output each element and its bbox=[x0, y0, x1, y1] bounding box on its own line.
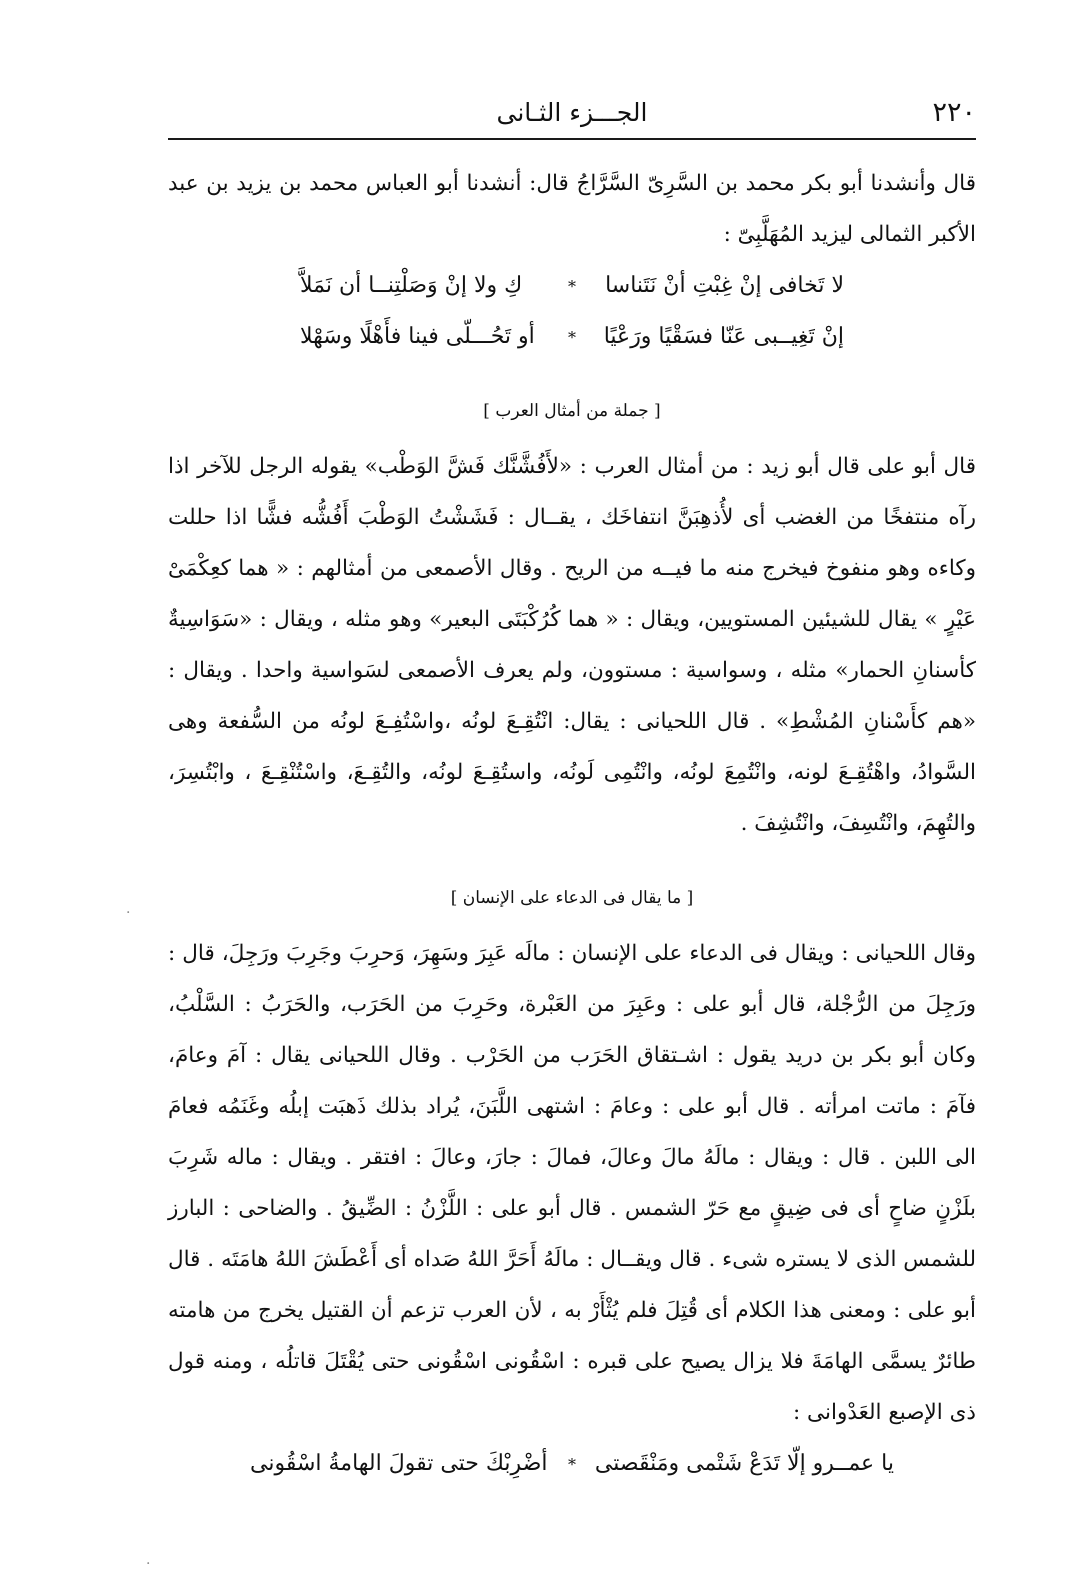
page-number: ٢٢٠ bbox=[932, 97, 976, 128]
verse-first-hemistich: لا تَخافى إنْ غِبْتِ أنْ نَتَناسا bbox=[605, 273, 844, 298]
header-rule bbox=[168, 138, 976, 140]
scan-speck: · bbox=[126, 905, 131, 921]
verse-separator-icon: * bbox=[568, 1455, 576, 1474]
page-body bbox=[168, 158, 976, 1489]
verse-second-hemistich: كِ ولا إنْ وَصَلْتِنــا أن نَمَلاَّ bbox=[300, 273, 523, 298]
imprecations-paragraph: وقال اللحيانى : ويقال فى الدعاء على الإنسان : مالَه عَبِرَ وسَهِرَ، وَحرِبَ وجَرِبَ ورَجِلَ، قال : ورَجِلَ من الرُّجْلة، قال أبو على : وعَبِرَ من العَبْرة، وحَرِبَ من الحَرَب، والحَرَبُ : السَّلْبُ، وكان أبو بكر بن دريد يقول : اشـتقاق الحَرَب من الحَرْب . وقال اللحيانى يقال : آمَ وعامَ، فآمَ : ماتت امرأته . قال أبو على : وعامَ : اشتهى اللَّبَنَ، يُراد بذلك ذَهبَت إبلُه وغَنَمُه فعامَ الى اللبن . قال : ويقال : مالَهُ مالَ وعالَ، فمالَ : جارَ، وعالَ : افتقر . ويقال : ماله شَرِبَ بلَزْنٍ ضاحٍ أى فى ضِيقٍ مع حَرّ الشمس . قال أبو على : اللَّزْنُ : الضِّيقُ . والضاحى : البارز للشمس الذى لا يستره شىء . قال ويقــال : مالَهُ أَحَرَّ اللهُ صَداه أى أَعْطَشَ اللهُ هامَتَه . قال أبو على : ومعنى هذا الكلام أى قُتِلَ فلم يُثْأَرْ به ، لأن العرب تزعم أن القتيل يخرج من هامته طائرٌ يسمَّى الهامَةَ فلا يزال يصيح على قبره : اسْقُونى اسْقُونى حتى يُقْتَلَ قاتلُه ، ومنه قول ذى الإصبع العَدْوانى : bbox=[168, 941, 976, 1425]
poem-verse bbox=[168, 1438, 976, 1489]
section-heading-imprecations: [ ما يقال فى الدعاء على الإنسان ] bbox=[450, 888, 694, 908]
page-header bbox=[168, 92, 976, 136]
scan-speck: · bbox=[146, 1556, 151, 1572]
verse-separator-icon: * bbox=[568, 328, 576, 347]
verse-second-hemistich: أضْرِبْكَ حتى تقولَ الهامةُ اسْقُونى bbox=[250, 1451, 548, 1476]
verse-first-hemistich: إنْ تَغِيــبى عَنّا فسَقْيًا ورَعْيًا bbox=[603, 324, 844, 349]
proverbs-paragraph: قال أبو على قال أبو زيد : من أمثال العرب : «لأَفُشَّنَّك فَشَّ الوَطْب» يقوله الرجل للآخر اذا رآه منتفخًا من الغضب أى لأُذهِبَنَّ انتفاخَك ، يقــال : فَشَشْتُ الوَطْبَ أَفُشُّه فشًّا اذا حللت وكاءه وهو منفوخ فيخرج منه ما فيــه من الريح . وقال الأصمعى من أمثالهم : « هما كعِكْمَىْ عَيْرٍ » يقال للشيئين المستويين، ويقال : « هما كُرُكْبَتَى البعير» وهو مثله ، ويقال : «سَوَاسِيةٌ كأسنانِ الحمار» مثله ، وسواسية : مستوون، ولم يعرف الأصمعى لسَواسية واحدا . ويقال : «هم كأَسْنانِ المُشْطِ» . قال اللحيانى : يقال: انْتُقِـعَ لونُه ،واسْتُفِـعَ لونُه من السُّفعة وهى السَّوادُ، واهْتُقِـعَ لونه، وانْتُمِعَ لونُه، وانْتُمِى لَونُه، واستُقِـعَ لونُه، والتُقِـعَ، واسْتُنْقِـعَ ، وابْتُسِرَ، والتُهِمَ، وانْتُسِفَ، وانْتُشِفَ . bbox=[168, 454, 976, 836]
poem-block-2 bbox=[168, 1438, 976, 1489]
section-heading-proverbs: [ جملة من أمثال العرب ] bbox=[483, 401, 661, 421]
verse-first-hemistich: يا عمــرو إلّا تَدَعْ شَتْمى ومَنْقَصتى bbox=[594, 1451, 894, 1476]
intro-paragraph: قال وأنشدنا أبو بكر محمد بن السَّرِىّ السَّرَّاجُ قال: أنشدنا أبو العباس محمد بن يزيد بن عبد الأكبر الثمالى ليزيد المُهَلَّبِىّ : bbox=[168, 171, 976, 247]
running-title: الجـــزء الثـانى bbox=[496, 98, 648, 127]
verse-separator-icon: * bbox=[568, 277, 576, 296]
poem-verse bbox=[168, 311, 976, 362]
verse-second-hemistich: أو تَحُـــلّى فينا فأَهْلًا وسَهْلا bbox=[300, 324, 535, 349]
poem-verse bbox=[168, 260, 976, 311]
poem-block-1 bbox=[168, 260, 976, 362]
